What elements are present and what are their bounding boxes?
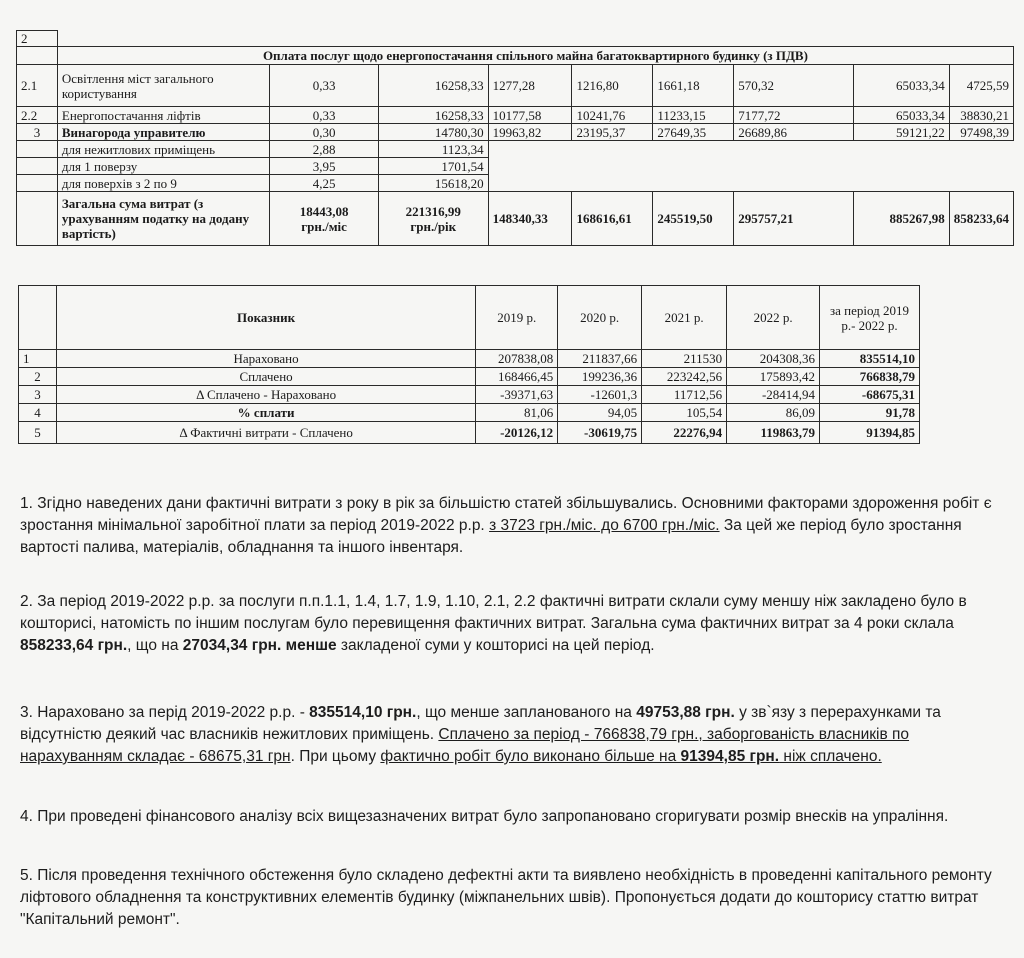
table-subrow: для поверхів з 2 по 9 4,25 15618,20: [17, 175, 1014, 192]
table-row: 5 Δ Фактичні витрати - Сплачено -20126,12 -30619,75 22276,94 119863,79 91394,85: [19, 422, 920, 444]
table-row: 2 Сплачено 168466,45 199236,36 223242,56 175893,42 766838,79: [19, 368, 920, 386]
table-row: 3 Δ Сплачено - Нараховано -39371,63 -12601,3 11712,56 -28414,94 -68675,31: [19, 386, 920, 404]
payments-summary-table: [18, 285, 920, 444]
note-3: 3. Нараховано за перід 2019-2022 р.р. - 835514,10 грн., що менше запланованого на 49753,88 грн. у зв`язу з перерахунками та відсутністю деякий час власників нежитлових приміщень. Сплачено за період - 766838,79 грн., заборгованість власників по нарахуванням складає - 68675,31 грн. При цьому фактично робіт було виконано більше на 91394,85 грн. ніж сплачено.: [20, 704, 941, 765]
total-label: Загальна сума витрат (з урахуванням податку на додану вартість): [57, 192, 269, 246]
table-row: 3 Винагорода управителю 0,30 14780,30 19963,82 23195,37 27649,35 26689,86 59121,22 97498,39: [17, 124, 1014, 141]
table-subrow: для нежитлових приміщень 2,88 1123,34: [17, 141, 1014, 158]
note-4: 4. При проведені фінансового аналізу всіх вищезазначених витрат було запропановано сгоригувати розмір внесків на упраління.: [20, 808, 949, 825]
table-subrow: для 1 поверзу 3,95 1701,54: [17, 158, 1014, 175]
table-row: 2.1 Освітлення міст загального користування 0,33 16258,33 1277,28 1216,80 1661,18 570,32 65033,34 4725,59: [17, 65, 1014, 107]
energy-costs-table: [16, 30, 1014, 246]
table-total-row: Загальна сума витрат (з урахуванням податку на додану вартість) 18443,08 грн./міс 221316,99 грн./рік 148340,33 168616,61 245519,50 295757,21 885267,98 858233,64: [17, 192, 1014, 246]
table1-section-row: [17, 47, 1014, 65]
note-1: 1. Згідно наведених дани фактичні витрати з року в рік за більшістю статей збільшувались. Основними факторами здороження робіт є зростання мінімальної заробітної плати за період 2019-2022 р.р. з 3723 грн./міс. до 6700 грн./міс. За цей же період було зростання вартості палива, матеріалів, обладнання та іншого інвентаря.: [20, 495, 992, 556]
table-row: 4 % сплати 81,06 94,05 105,54 86,09 91,78: [19, 404, 920, 422]
table-row: 1 Нараховано 207838,08 211837,66 211530 204308,36 835514,10: [19, 350, 920, 368]
note-2: 2. За період 2019-2022 р.р. за послуги п.п.1.1, 1.4, 1.7, 1.9, 1.10, 2.1, 2.2 фактичні витрати склали суму меншу ніж закладено було в кошторисі, натомість по іншим послугам було перевищення фактичних витрат. Загальна сума фактичних витрат за 4 роки склала 858233,64 грн., що на 27034,34 грн. менше закладеної суми у кошторисі на цей період.: [20, 593, 967, 654]
section-title: Оплата послуг щодо енергопостачання спільного майна багатоквартирного будинку (з ПДВ): [57, 47, 1013, 65]
table-row: 2.2 Енергопостачання ліфтів 0,33 16258,33 10177,58 10241,76 11233,15 7177,72 65033,34 38830,21: [17, 107, 1014, 124]
section-number: 2: [17, 31, 58, 47]
table2-header-row: Показник 2019 р. 2020 р. 2021 р. 2022 р. за період 2019 р.- 2022 р.: [19, 286, 920, 350]
table1-header-row: [17, 31, 1014, 47]
note-5: 5. Після проведення технічного обстеження було складено дефектні акти та виявлено необхідність в проведенні капітального ремонту ліфтового обладнення та конструктивних елементів будинку (міжпанельних швів). Пропонується додати до кошторису статтю витрат "Капітальний ремонт".: [20, 867, 992, 928]
